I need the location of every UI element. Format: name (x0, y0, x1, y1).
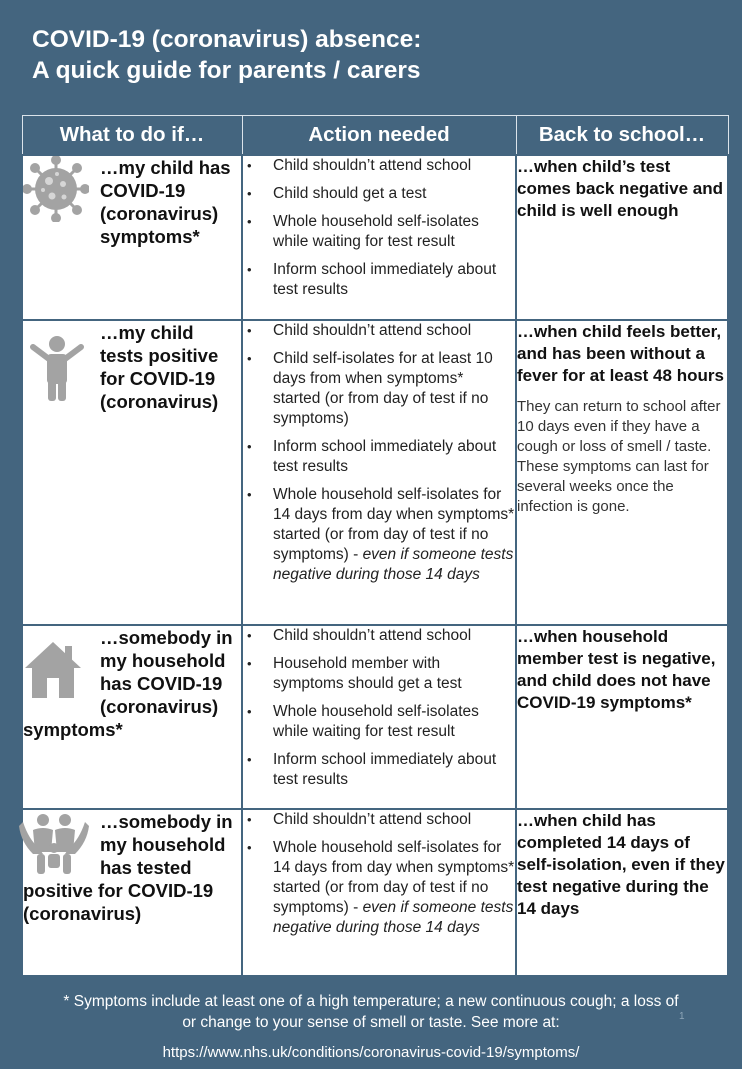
bullet-icon: • (247, 628, 252, 643)
action-italic: even if someone tests negative during those 14 days (273, 546, 514, 583)
bullet-icon: • (247, 439, 252, 454)
bullet-icon: • (247, 158, 252, 173)
action-item (243, 485, 515, 585)
bullet-icon: • (247, 656, 252, 671)
back-text: …when child feels better, and has been without a fever for at least 48 hours (517, 322, 724, 385)
what-text: …somebody in my household has tested positive for COVID-19 (coronavirus) (23, 811, 233, 924)
bullet-icon: • (247, 186, 252, 201)
back-text: …when child has completed 14 days of self-isolation, even if they test negative during the 14 days (517, 811, 725, 918)
action-text: Inform school immediately about test results (273, 438, 497, 475)
action-item (243, 838, 515, 938)
action-text: Child shouldn’t attend school (273, 627, 472, 644)
back-note: They can return to school after 10 days even if they have a cough or loss of smell / taste. These symptoms can last for several weeks once the infection is gone. (517, 398, 721, 515)
child-icon (23, 321, 97, 411)
page-title (32, 24, 421, 86)
back-text: …when child’s test comes back negative and child is well enough (517, 157, 723, 220)
action-text: Child shouldn’t attend school (273, 157, 472, 174)
footnote-line-2: or change to your sense of smell or taste. See more at: (182, 1014, 560, 1031)
bullet-icon: • (247, 840, 252, 855)
action-item (243, 212, 515, 252)
action-text: Whole household self-isolates for 14 days from day when symptoms* started (or from day of test if no symptoms) - (273, 839, 515, 916)
action-item (243, 626, 515, 646)
bullet-icon: • (247, 752, 252, 767)
action-text: Inform school immediately about test results (273, 751, 497, 788)
symptoms-link[interactable]: https://www.nhs.uk/conditions/coronavirus-covid-19/symptoms/ (162, 1044, 580, 1061)
action-text: Whole household self-isolates while waiting for test result (273, 213, 479, 250)
action-text: Child shouldn’t attend school (273, 811, 472, 828)
bullet-icon: • (247, 487, 252, 502)
action-list (243, 810, 515, 938)
action-text: Whole household self-isolates while waiting for test result (273, 703, 479, 740)
what-text: …somebody in my household has COVID-19 (coronavirus) symptoms* (23, 627, 233, 740)
title-line-1: COVID-19 (coronavirus) absence: (32, 26, 422, 53)
action-item (243, 750, 515, 790)
back-cell (516, 320, 728, 625)
action-text: Child shouldn’t attend school (273, 322, 472, 339)
back-cell (516, 155, 728, 320)
action-list (243, 626, 515, 790)
virus-icon (23, 156, 97, 228)
page-number: 1 (679, 1011, 685, 1022)
back-cell (516, 809, 728, 976)
action-item (243, 321, 515, 341)
table-row (22, 625, 728, 809)
action-item (243, 156, 515, 176)
footnote-line-1: * Symptoms include at least one of a high temperature; a new continuous cough; a loss of (63, 993, 679, 1010)
bullet-icon: • (247, 262, 252, 277)
title-line-2: A quick guide for parents / carers (32, 57, 421, 84)
footnote (0, 991, 742, 1033)
action-cell (242, 809, 516, 976)
action-text: Household member with symptoms should get a test (273, 655, 462, 692)
what-cell (22, 625, 242, 809)
action-text: Inform school immediately about test results (273, 261, 497, 298)
action-item (243, 654, 515, 694)
header-back: Back to school… (516, 116, 728, 156)
bullet-icon: • (247, 812, 252, 827)
bullet-icon: • (247, 323, 252, 338)
bullet-icon: • (247, 704, 252, 719)
bullet-icon: • (247, 351, 252, 366)
family-icon (23, 810, 97, 878)
action-cell (242, 155, 516, 320)
action-item (243, 184, 515, 204)
table-row (22, 155, 728, 320)
action-list (243, 321, 515, 585)
house-icon (23, 626, 97, 718)
table-row (22, 809, 728, 976)
bullet-icon: • (247, 214, 252, 229)
action-cell (242, 625, 516, 809)
action-item (243, 437, 515, 477)
header-action: Action needed (242, 116, 516, 156)
action-text: Whole household self-isolates for 14 days from day when symptoms* started (or from day of test if no symptoms) - (273, 486, 515, 563)
action-text: Child self-isolates for at least 10 days from when symptoms* started (or from day of test if no symptoms) (273, 350, 493, 427)
what-cell (22, 809, 242, 976)
what-cell (22, 155, 242, 320)
header-what: What to do if… (22, 116, 242, 156)
what-cell (22, 320, 242, 625)
back-cell (516, 625, 728, 809)
header-row (22, 116, 728, 156)
action-item (243, 260, 515, 300)
action-item (243, 702, 515, 742)
action-list (243, 156, 515, 300)
guide-table (21, 115, 729, 977)
action-italic: even if someone tests negative during those 14 days (273, 899, 514, 936)
back-text: …when household member test is negative, and child does not have COVID-19 symptoms* (517, 627, 716, 712)
action-cell (242, 320, 516, 625)
what-text: …my child tests positive for COVID-19 (coronavirus) (100, 322, 219, 412)
table-row (22, 320, 728, 625)
what-text: …my child has COVID-19 (coronavirus) symptoms* (100, 157, 231, 247)
action-item (243, 349, 515, 429)
action-item (243, 810, 515, 830)
action-text: Child should get a test (273, 185, 427, 202)
